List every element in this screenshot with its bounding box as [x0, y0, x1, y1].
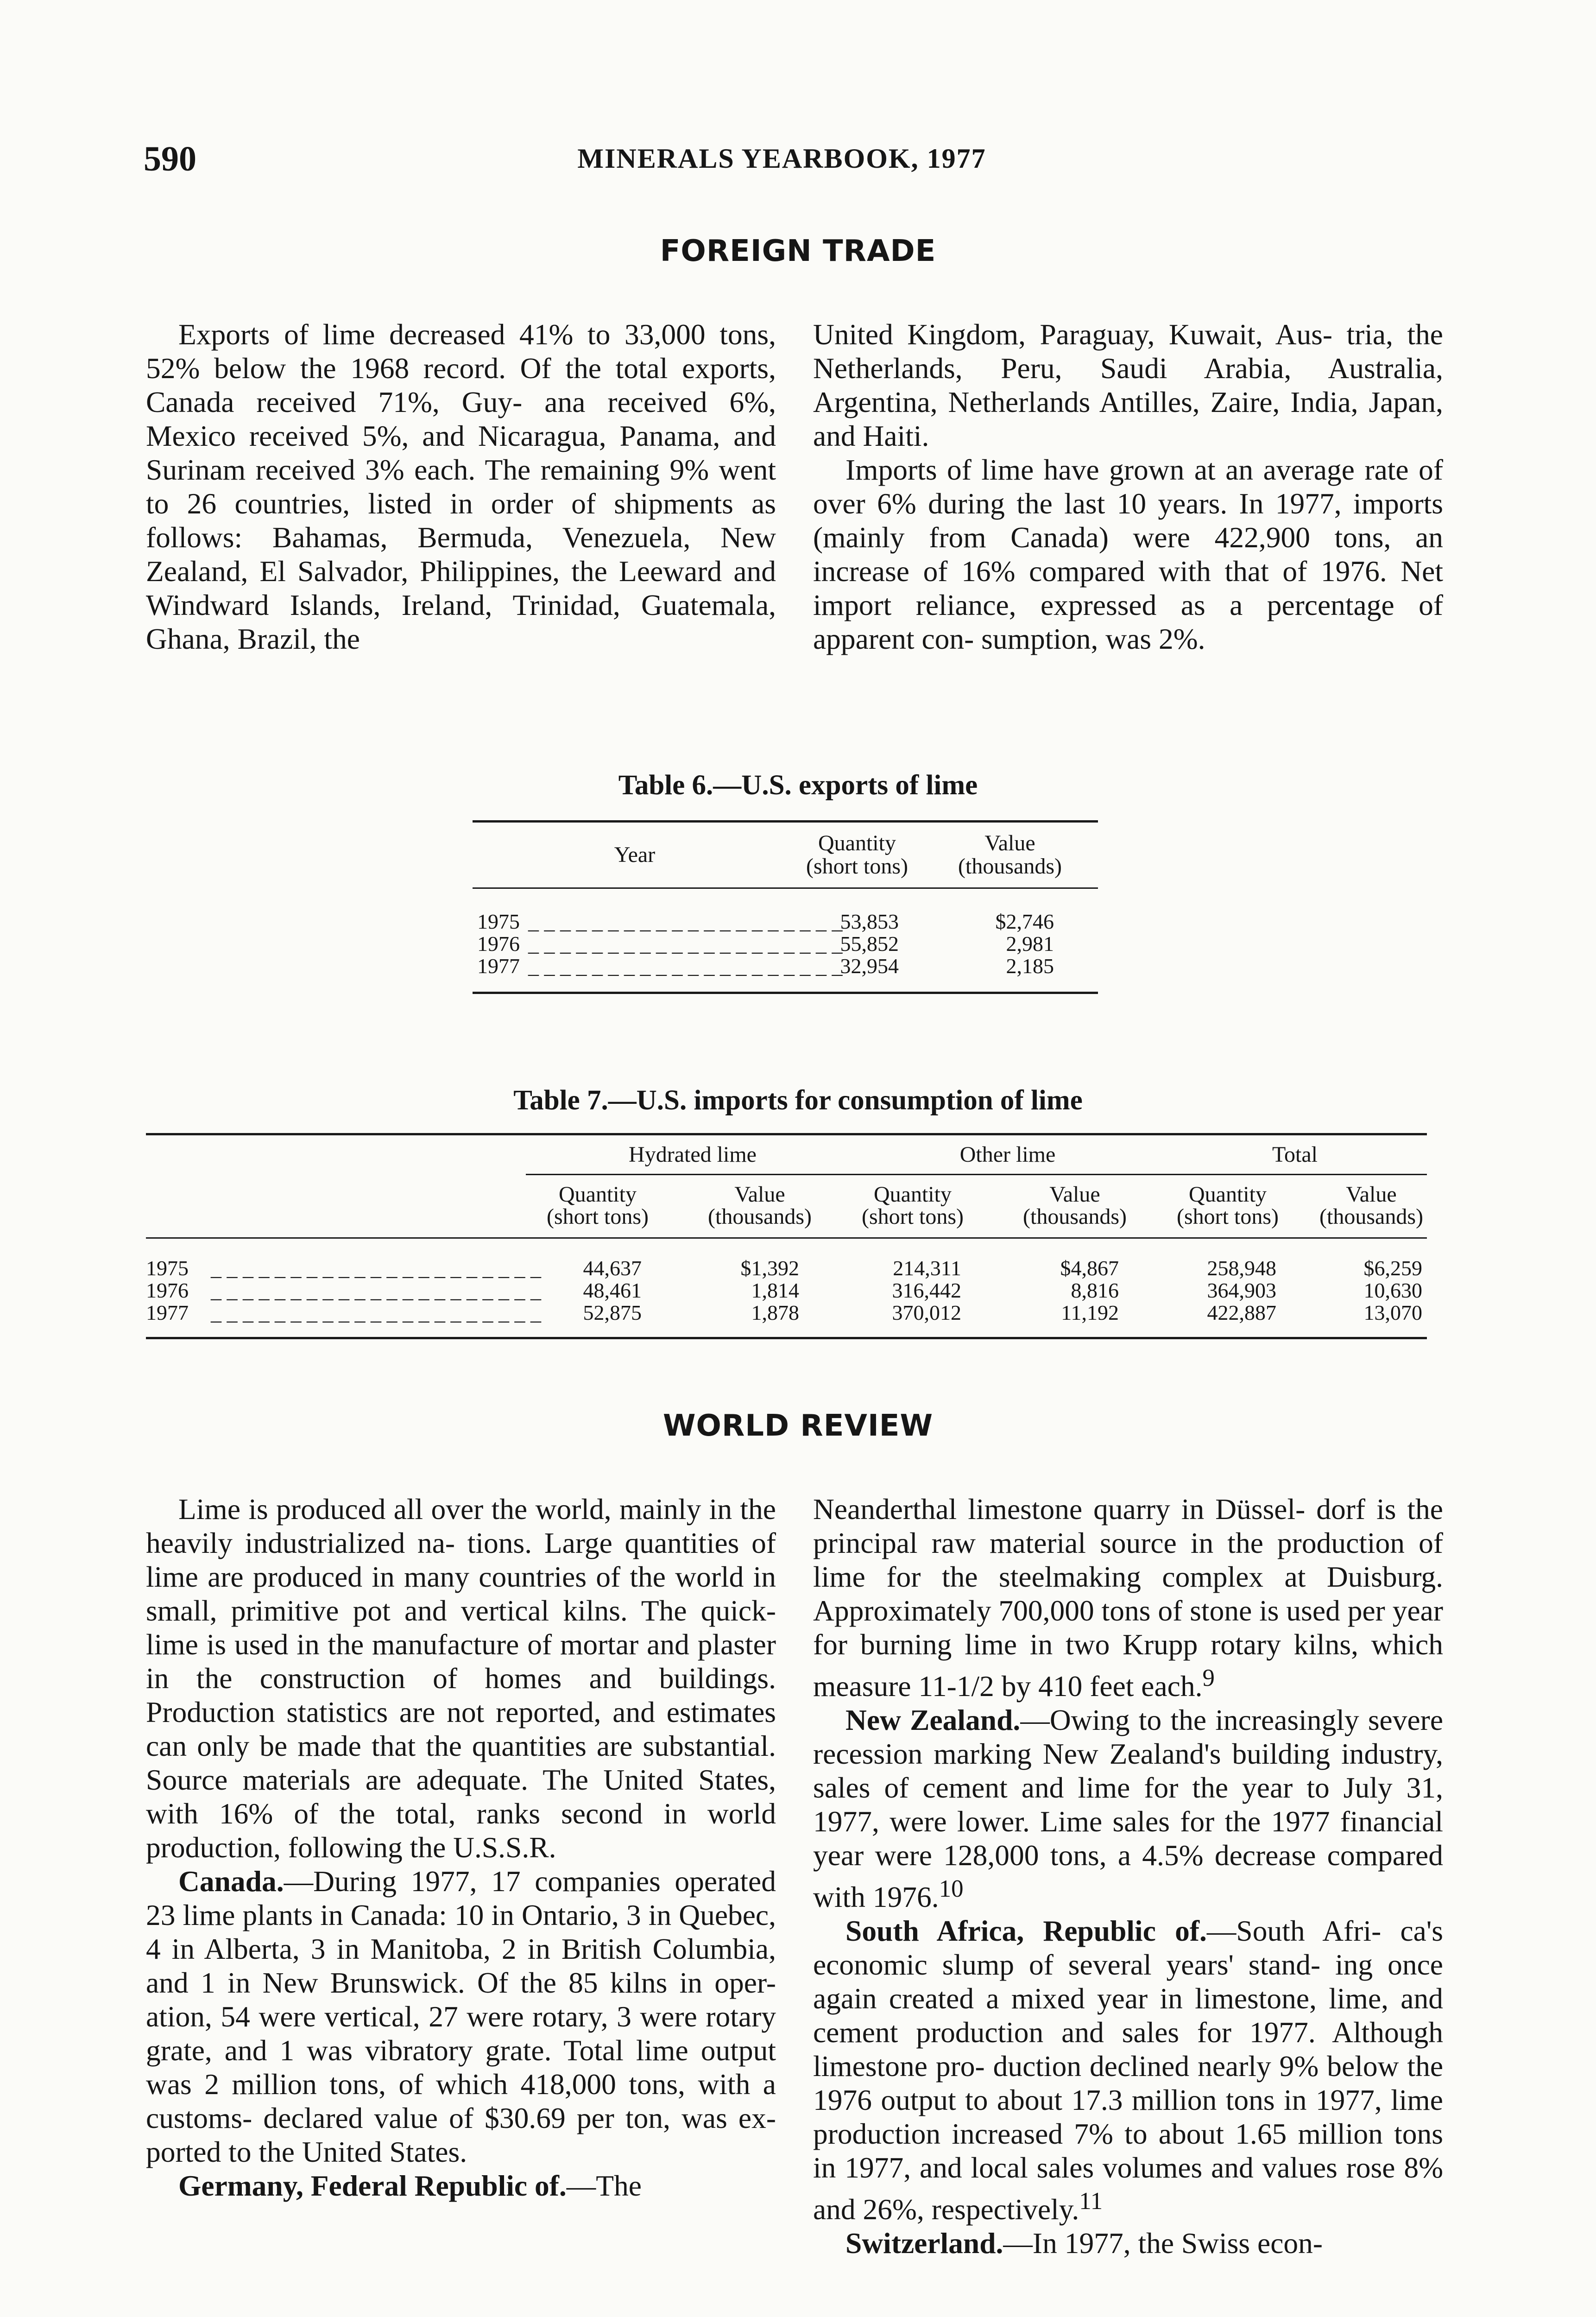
table7-cell: $6,259 [1363, 1256, 1422, 1280]
table6 [473, 820, 1098, 996]
table7-top-rule [146, 1133, 1427, 1135]
table6-header-value-unit: (thousands) [958, 854, 1062, 879]
switzerland-label: Switzerland. [845, 2227, 1003, 2260]
table6-header-value: Value [984, 831, 1035, 855]
table6-bottom-rule [473, 992, 1098, 994]
table7-bottom-rule [146, 1337, 1427, 1339]
canada-text: —During 1977, 17 companies operated 23 lime plants in Canada: 10 in Ontario, 3 in Quebec, 4 in Alberta, 3 in Manitoba, 2 in British Columbia, and 1 in New Brunswick. Of the 85 kilns in oper- ation, 54 were vertical, 27 were rotary, 3 were rotary grate, and 1 was vibratory grate. Total lime output was 2 million tons, of which 418,000 tons, with a customs- declared value of $30.69 per ton, was ex- ported to the United States. [146, 1865, 776, 2168]
table7-cell: 370,012 [892, 1301, 961, 1324]
table7-leader: _ _ _ _ _ _ _ _ _ _ _ _ _ _ _ _ _ _ _ _ _ [211, 1279, 541, 1302]
table7-header-quantity-unit: (short tons) [1177, 1204, 1279, 1229]
table7-header-value-unit: (thousands) [1319, 1204, 1423, 1229]
footnote-ref: 9 [1202, 1665, 1215, 1691]
table7-cell: 52,875 [583, 1301, 642, 1324]
foreign-trade-right-column [813, 317, 1443, 656]
germany-continued-text: Neanderthal limestone quarry in Düssel- dorf is the principal raw material source in the production of lime for the steelmaking complex at Duisburg. Approximately 700,000 tons of stone is used per year for burning lime in two Krupp rotary kilns, which measure 11-1/2 by 410 feet each. [813, 1493, 1443, 1703]
table7-header-value-unit: (thousands) [708, 1204, 812, 1229]
germany-paragraph [146, 2169, 776, 2203]
imports-paragraph: Imports of lime have grown at an average rate of over 6% during the last 10 years. In 1977, imports (mainly from Canada) were 422,900 tons, an increase of 16% compared with that of 1976. Net import reliance, expressed as a percentage of apparent con- sumption, was 2%. [813, 453, 1443, 655]
exports-paragraph: Exports of lime decreased 41% to 33,000 tons, 52% below the 1968 record. Of the total exports, Canada received 71%, Guy- ana received 6%, Mexico received 5%, and Nicaragua, Panama, and Surinam received 3% each. The remaining 9% went to 26 countries, listed in order of shipments as follows: Bahamas, Bermuda, Venezuela, New Zealand, El Salvador, Philippines, the Leeward and Windward Islands, Ireland, Trinidad, Guatemala, Ghana, Brazil, the [146, 318, 776, 655]
south-africa-paragraph [813, 1914, 1443, 2226]
new-zealand-paragraph [813, 1703, 1443, 1914]
table7-cell: 44,637 [583, 1256, 642, 1280]
table7-cell: 214,311 [893, 1256, 961, 1280]
table6-row-value: 2,185 [1006, 954, 1054, 978]
page-number: 590 [144, 139, 196, 178]
table6-row-value: 2,981 [1006, 932, 1054, 956]
table7-header-quantity: Quantity [559, 1182, 637, 1207]
table6-title: Table 6.—U.S. exports of lime [618, 770, 978, 801]
new-zealand-text: —Owing to the increasingly severe recession marking New Zealand's building industry, sales of cement and lime for the year to July 31, 1977, were lower. Lime sales for the 1977 financial year were 128,000 tons, a 4.5% decrease compared with 1976. [813, 1703, 1443, 1914]
world-review-right-column [813, 1492, 1443, 2260]
table7-cell: 11,192 [1061, 1301, 1119, 1324]
foreign-trade-left-column [146, 317, 776, 656]
table7-row-year: 1975 [146, 1256, 189, 1280]
table7-group-other: Other lime [959, 1142, 1056, 1167]
germany-paragraph-continued [813, 1492, 1443, 1703]
table7-header-rule [146, 1237, 1427, 1239]
table7-header-quantity-unit: (short tons) [547, 1204, 649, 1229]
germany-text: —The [566, 2169, 642, 2202]
table7 [146, 1133, 1427, 1346]
table7-cell: 10,630 [1363, 1279, 1422, 1302]
table6-row-quantity: 32,954 [840, 954, 899, 978]
table7-row-year: 1976 [146, 1279, 189, 1302]
table6-row-quantity: 55,852 [840, 932, 899, 956]
table7-title: Table 7.—U.S. imports for consumption of lime [513, 1085, 1083, 1116]
table6-row-value: $2,746 [995, 910, 1054, 933]
table6-row-year: 1975 [477, 910, 520, 933]
new-zealand-label: New Zealand. [845, 1703, 1021, 1737]
table7-leader: _ _ _ _ _ _ _ _ _ _ _ _ _ _ _ _ _ _ _ _ _ [211, 1301, 541, 1324]
canada-label: Canada. [178, 1865, 284, 1898]
table7-header-value: Value [1049, 1182, 1100, 1207]
germany-label: Germany, Federal Republic of. [178, 2169, 567, 2202]
table6-leader: _ _ _ _ _ _ _ _ _ _ _ _ _ _ _ _ _ _ _ _ [528, 932, 843, 956]
table7-cell: $4,867 [1060, 1256, 1119, 1280]
foreign-trade-heading: FOREIGN TRADE [660, 234, 936, 268]
table7-header-value: Value [1346, 1182, 1397, 1207]
switzerland-paragraph [813, 2226, 1443, 2260]
table7-cell: $1,392 [740, 1256, 799, 1280]
table6-row-year: 1977 [477, 954, 520, 978]
table6-leader: _ _ _ _ _ _ _ _ _ _ _ _ _ _ _ _ _ _ _ _ [528, 910, 843, 933]
table7-cell: 1,878 [751, 1301, 799, 1324]
table7-group-hydrated: Hydrated lime [629, 1142, 757, 1167]
footnote-ref: 11 [1079, 2188, 1103, 2215]
exports-paragraph-continued: United Kingdom, Paraguay, Kuwait, Aus- tria, the Netherlands, Peru, Saudi Arabia, Australia, Argentina, Netherlands Antilles, Zaire, India, Japan, and Haiti. [813, 318, 1443, 452]
table7-header-value: Value [734, 1182, 785, 1207]
table7-header-value-unit: (thousands) [1023, 1204, 1127, 1229]
world-review-intro: Lime is produced all over the world, mainly in the heavily industrialized na- tions. Large quantities of lime are produced in many countries of the world in small, primitive pot and vertical kilns. The quick- lime is used in the manufacture of mortar and plaster in the construction of homes and buildings. Production statistics are not reported, and estimates can only be made that the quantities are substantial. Source materials are adequate. The United States, with 16% of the total, ranks second in world production, following the U.S.S.R. [146, 1493, 776, 1864]
table6-header-rule [473, 887, 1098, 889]
table7-row-year: 1977 [146, 1301, 189, 1324]
table7-header-quantity: Quantity [1189, 1182, 1267, 1207]
footnote-ref: 10 [939, 1875, 964, 1903]
table6-row-year: 1976 [477, 932, 520, 956]
table7-cell: 258,948 [1207, 1256, 1276, 1280]
table7-group-total: Total [1272, 1142, 1318, 1167]
table6-top-rule [473, 820, 1098, 823]
table6-header-quantity: Quantity [818, 831, 896, 855]
table7-leader: _ _ _ _ _ _ _ _ _ _ _ _ _ _ _ _ _ _ _ _ _ [211, 1256, 541, 1280]
world-review-left-column [146, 1492, 776, 2203]
south-africa-text: —South Afri- ca's economic slump of several years' stand- ing once again created a mixed year in limestone, lime, and cement production and sales for 1977. Although limestone pro- duction declined nearly 9% below the 1976 output to about 17.3 million tons in 1977, lime production increased 7% to about 1.65 million tons in 1977, and local sales volumes and values rose 8% and 26%, respectively. [813, 1914, 1443, 2226]
running-head [144, 139, 1420, 181]
south-africa-label: South Africa, Republic of. [845, 1914, 1207, 1948]
switzerland-text: —In 1977, the Swiss econ- [1003, 2227, 1323, 2260]
table7-cell: 48,461 [583, 1279, 642, 1302]
running-title: MINERALS YEARBOOK, 1977 [577, 143, 986, 174]
table6-header-quantity-unit: (short tons) [806, 854, 908, 879]
table7-cell: 316,442 [892, 1279, 961, 1302]
world-review-heading: WORLD REVIEW [662, 1409, 934, 1443]
table6-row-quantity: 53,853 [840, 910, 899, 933]
table7-header-quantity-unit: (short tons) [862, 1204, 964, 1229]
table7-cell: 1,814 [751, 1279, 799, 1302]
table7-header-quantity: Quantity [874, 1182, 952, 1207]
table6-header-year: Year [614, 842, 656, 867]
canada-paragraph [146, 1864, 776, 2169]
table7-group-rule [526, 1174, 1427, 1175]
table7-cell: 8,816 [1071, 1279, 1119, 1302]
table6-leader: _ _ _ _ _ _ _ _ _ _ _ _ _ _ _ _ _ _ _ _ [528, 954, 843, 978]
table7-cell: 364,903 [1207, 1279, 1276, 1302]
table7-cell: 13,070 [1363, 1301, 1422, 1324]
table7-cell: 422,887 [1207, 1301, 1276, 1324]
